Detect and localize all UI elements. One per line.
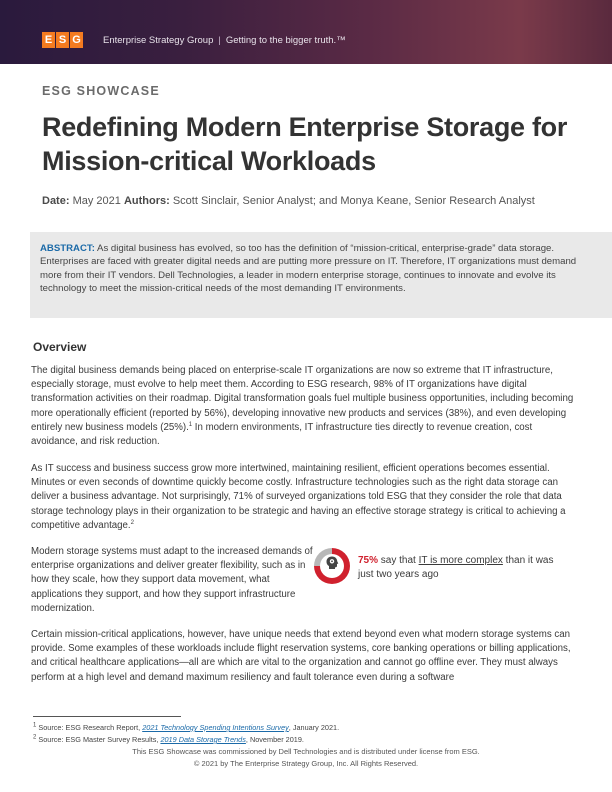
overview-paragraph-3: Modern storage systems must adapt to the increased demands of enterprise organizations and deliver greater flexibility, such as in how they scale, how they support data movement, what applications they support, and how they support infrastructure modernization. [31, 546, 313, 614]
abstract-label: ABSTRACT: [40, 243, 95, 254]
stat-pre: say that [378, 555, 419, 566]
footnote-source: Source: ESG Research Report, [36, 723, 143, 732]
authors-label: Authors: [123, 195, 170, 207]
stat-callout [314, 546, 584, 586]
overview-heading: Overview [33, 340, 87, 354]
abstract-box [30, 232, 612, 318]
p1-tail: In modern environments, IT infrastructure ties directly to revenue creation, cost avoidance, and risk reduction. [31, 421, 533, 448]
header-band [0, 0, 612, 64]
p1-text: The digital business demands being placed on enterprise-scale IT organizations are now so extreme that IT infrastructure, especially storage, must evolve to help meet them. According to ESG research, 98% of IT organizations have digital transformation activities on their roadmap. Digital transformation goals fuel multiple business opportunities, including becoming more operationally efficient (reported by 56%), developing innovative new products and services (38%), and even developing entirely new business models (25%). [31, 365, 574, 433]
footnote-2 [33, 735, 304, 744]
footnote-date: , November 2019. [245, 735, 304, 744]
stat-underlined: IT is more complex [418, 555, 503, 566]
logo-letter-e: E [42, 32, 55, 48]
footer-license: This ESG Showcase was commissioned by Dell Technologies and is distributed under license from ESG. [132, 747, 480, 756]
footnote-date: , January 2021. [288, 723, 340, 732]
page-title: Redefining Modern Enterprise Storage for Mission-critical Workloads [42, 112, 568, 176]
overview-paragraph-1 [31, 364, 576, 449]
abstract-paragraph [40, 242, 580, 295]
footnote-number: 1 [33, 722, 37, 729]
footnote-ref-2[interactable]: 2 [130, 519, 134, 526]
stat-text [358, 554, 568, 581]
tagline-text: Getting to the bigger truth.™ [225, 35, 346, 46]
esg-logo[interactable] [42, 32, 83, 48]
byline [42, 195, 582, 207]
footer-copyright: © 2021 by The Enterprise Strategy Group, Inc. All Rights Reserved. [193, 759, 419, 768]
head-gear-icon [324, 555, 340, 571]
footnote-divider [33, 716, 181, 717]
footnote-source: Source: ESG Master Survey Results, [36, 735, 161, 744]
p2-text: As IT success and business success grow more intertwined, maintaining resilient, efficient operations becomes essential. Minutes or even seconds of downtime quickly become costly. Infrastructure technologies such as the right data storage can deliver a business advantage. Not surprisingly, 71% of surveyed organizations told ESG that they consider the role that data storage technology plays in their organization to be strategic and having an effective storage strategy is critical to achieving a competitive advantage. [31, 463, 566, 531]
overview-paragraph-4: Certain mission-critical applications, however, have unique needs that extend beyond even what modern storage systems can provide. Some examples of these workloads include flight reservation systems, core banking operations or billing applications, and critical healthcare applications—all are which are vital to the organization and cannot go offline ever. They must always perform at a high level and demand maximum resiliency and fault tolerance even during a software [31, 629, 571, 683]
authors-value: Scott Sinclair, Senior Analyst; and Monya Keane, Senior Research Analyst [172, 195, 535, 207]
org-name: Enterprise Strategy Group [103, 35, 214, 46]
abstract-text: As digital business has evolved, so too has the definition of “mission-critical, enterprise-grade” data storage. Enterprises are faced with greater digital needs and are putting more pressure on IT. Therefore, IT organizations must demand more from their IT vendors. Dell Technologies, a leader in modern enterprise storage, continues to innovate and evolve its technology to meet the mission-critical needs of the most demanding IT environments. [40, 243, 577, 294]
doc-kicker: ESG SHOWCASE [42, 84, 160, 98]
stat-post: than it was just two years ago [358, 555, 554, 580]
logo-letter-g: G [70, 32, 83, 48]
header-separator: | [218, 35, 221, 46]
footnote-link[interactable]: 2019 Data Storage Trends [160, 735, 246, 744]
header-tagline [103, 35, 346, 46]
overview-paragraph-2 [31, 462, 576, 533]
footnote-link[interactable]: 2021 Technology Spending Intentions Survey [142, 723, 289, 732]
footnote-ref-1[interactable]: 1 [188, 421, 193, 428]
footnote-1 [33, 723, 339, 732]
date-value: May 2021 [72, 195, 121, 207]
footnote-number: 2 [33, 734, 37, 741]
date-label: Date: [42, 195, 70, 207]
logo-letter-s: S [56, 32, 69, 48]
stat-percent: 75% [358, 555, 379, 566]
